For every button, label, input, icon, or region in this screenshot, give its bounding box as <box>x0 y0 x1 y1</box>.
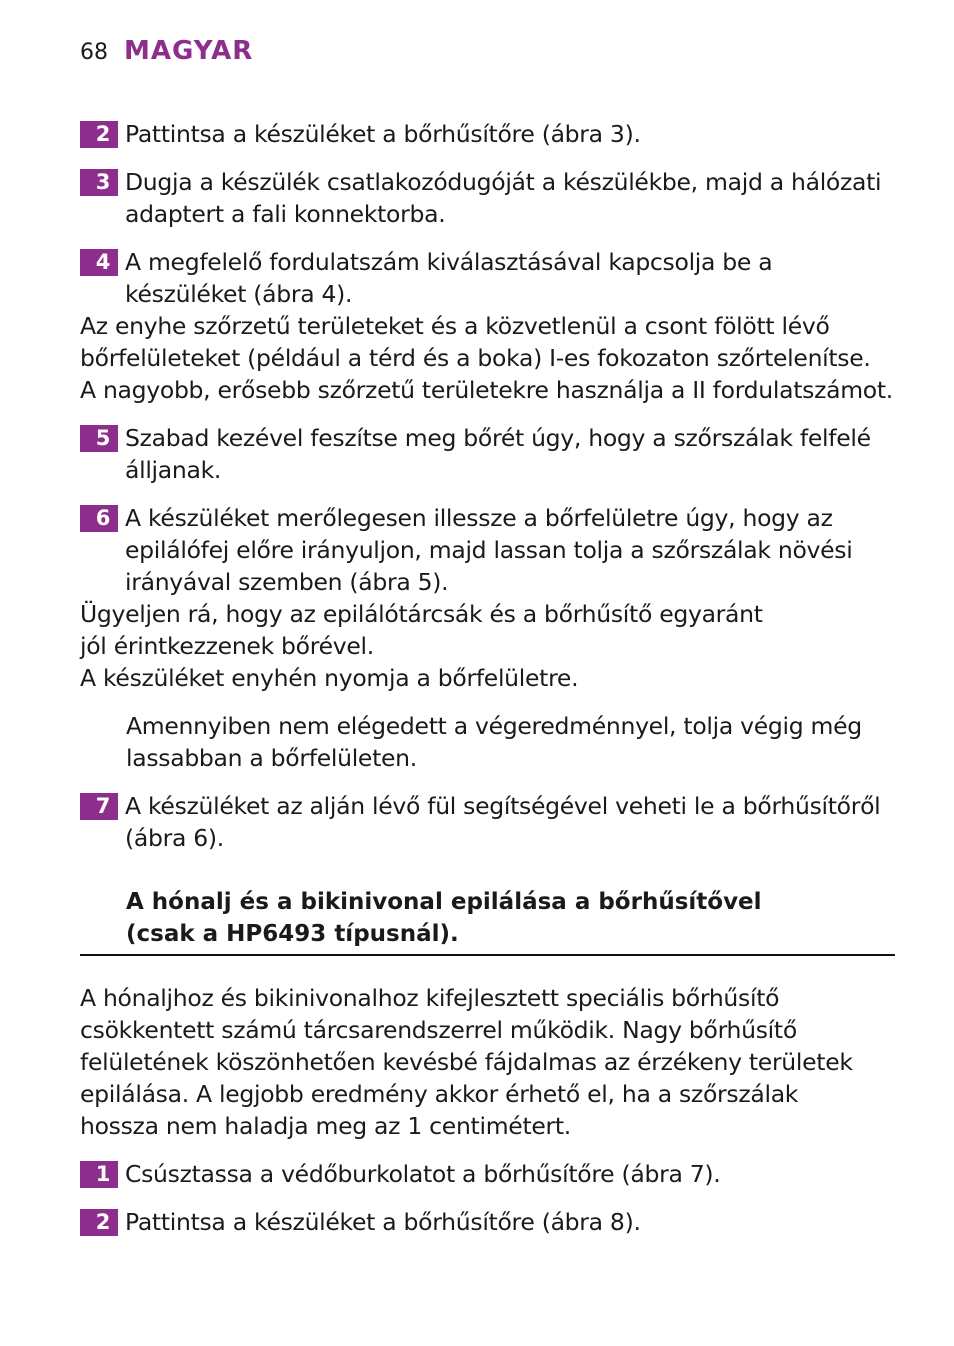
tip-paragraph: Amennyiben nem elégedett a végeredménnyel, tolja végig még lassabban a bőrfelületen. <box>126 712 862 772</box>
note-paragraph: Ügyeljen rá, hogy az epilálótárcsák és a bőrhűsítő egyaránt jól érintkezzenek bőrével. <box>80 600 763 660</box>
note-paragraph: A készüléket enyhén nyomja a bőrfelületre. <box>80 664 579 692</box>
step-1 <box>80 1158 895 1190</box>
step-number-badge: 2 <box>80 1209 118 1236</box>
note-paragraph: Az enyhe szőrzetű területeket és a közvetlenül a csont fölött lévő bőrfelületeket (például a térd és a boka) I-es fokozaton szőrtelenítse. <box>80 312 871 372</box>
section-heading-line: (csak a HP6493 típusnál). <box>126 921 459 947</box>
step-5 <box>80 422 895 486</box>
step-number-badge: 5 <box>80 425 118 452</box>
step-3 <box>80 166 895 230</box>
step-text: Dugja a készülék csatlakozódugóját a készülékbe, majd a hálózati adaptert a fali konnektorba. <box>125 168 882 228</box>
page-number: 68 <box>80 40 108 65</box>
section-heading <box>80 886 895 954</box>
step-6 <box>80 502 895 598</box>
step-number-badge: 2 <box>80 121 118 148</box>
section-intro: A hónaljhoz és bikinivonalhoz kifejlesztett speciális bőrhűsítő csökkentett számú tárcsarendszerrel működik. Nagy bőrhűsítő felületének köszönhetően kevésbé fájdalmas az érzékeny területek epilálása. A legjobb eredmény akkor érhető el, ha a szőrszálak hossza nem haladja meg az 1 centimétert. <box>80 984 853 1140</box>
section-heading-line: A hónalj és a bikinivonal epilálása a bőrhűsítővel <box>126 889 762 915</box>
page-content <box>80 118 895 1238</box>
step-7 <box>80 790 895 854</box>
step-number-badge: 7 <box>80 793 118 820</box>
step-number-badge: 6 <box>80 505 118 532</box>
step-text: A megfelelő fordulatszám kiválasztásával kapcsolja be a készüléket (ábra 4). <box>125 248 773 308</box>
page-header <box>80 36 253 66</box>
step-text: Pattintsa a készüléket a bőrhűsítőre (ábra 3). <box>125 120 641 148</box>
note-paragraph: A nagyobb, erősebb szőrzetű területekre használja a II fordulatszámot. <box>80 376 893 404</box>
step-text: Pattintsa a készüléket a bőrhűsítőre (ábra 8). <box>125 1208 641 1236</box>
step-2b <box>80 1206 895 1238</box>
step-text: Csúsztassa a védőburkolatot a bőrhűsítőre (ábra 7). <box>125 1160 721 1188</box>
step-4 <box>80 246 895 310</box>
step-2 <box>80 118 895 150</box>
section-divider <box>80 954 895 956</box>
step-text: A készüléket az alján lévő fül segítségével veheti le a bőrhűsítőről (ábra 6). <box>125 792 881 852</box>
step-number-badge: 4 <box>80 249 118 276</box>
language-title: MAGYAR <box>124 36 254 66</box>
step-number-badge: 3 <box>80 169 118 196</box>
step-number-badge: 1 <box>80 1161 118 1188</box>
step-text: Szabad kezével feszítse meg bőrét úgy, hogy a szőrszálak felfelé álljanak. <box>125 424 871 484</box>
step-text: A készüléket merőlegesen illessze a bőrfelületre úgy, hogy az epilálófej előre irányuljon, majd lassan tolja a szőrszálak növési irányával szemben (ábra 5). <box>125 504 853 596</box>
